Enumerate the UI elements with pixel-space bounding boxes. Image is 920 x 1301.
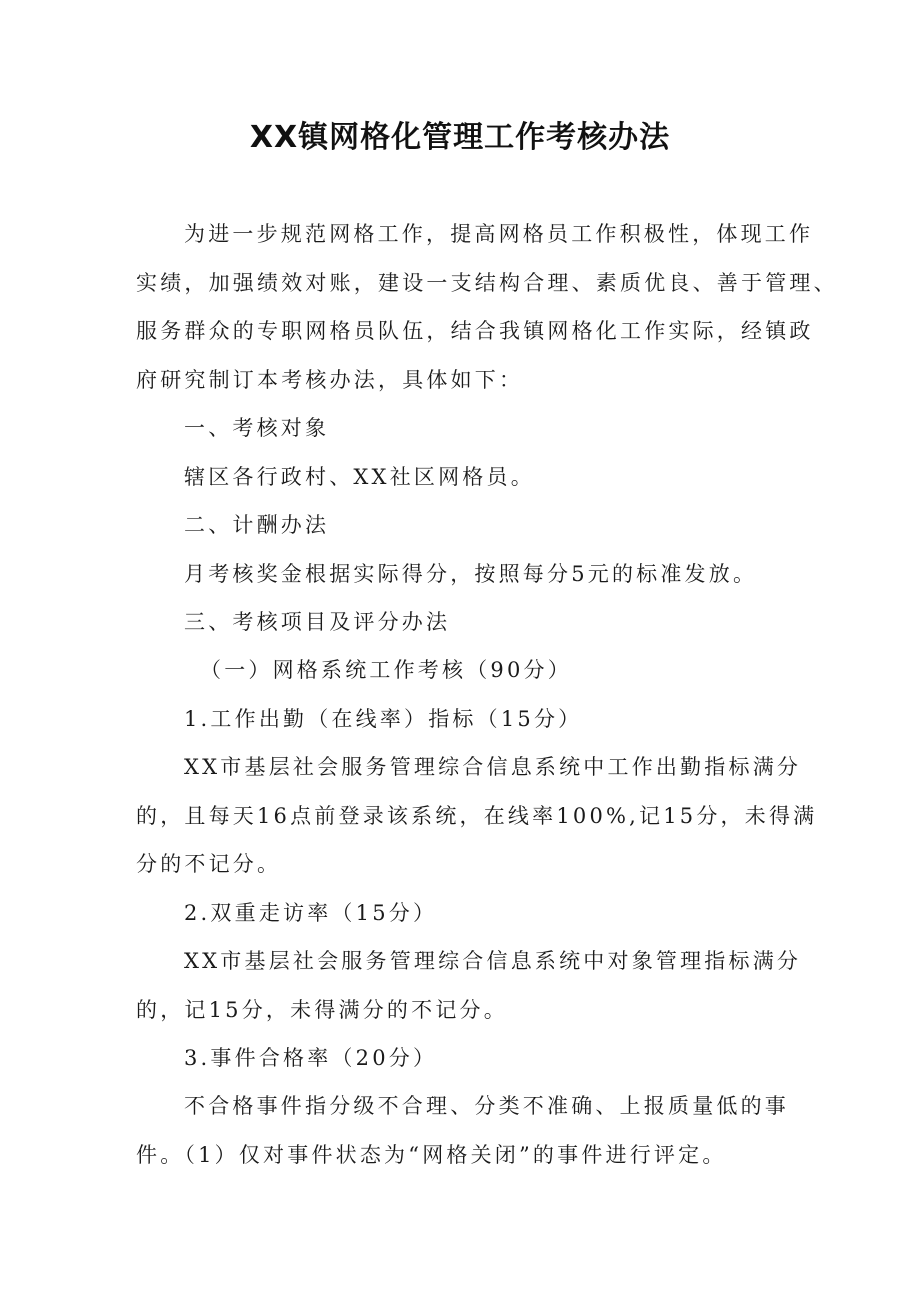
double-visit-text-line-2: 的，记15分，未得满分的不记分。	[136, 998, 508, 1022]
section-heading-assessment-target: 一、考核对象	[184, 416, 330, 440]
section-heading-remuneration: 二、计酬办法	[184, 513, 330, 537]
item-heading-attendance: 1.工作出勤（在线率）指标（15分）	[184, 707, 583, 731]
subsection-heading-grid-system: （一）网格系统工作考核（90分）	[200, 658, 572, 682]
section-heading-assessment-items: 三、考核项目及评分办法	[184, 610, 451, 634]
item-heading-double-visit: 2.双重走访率（15分）	[184, 901, 438, 925]
event-qualification-text-line-1: 不合格事件指分级不合理、分类不准确、上报质量低的事	[184, 1094, 789, 1118]
document-title: XX镇网格化管理工作考核办法	[249, 120, 671, 155]
remuneration-text: 月考核奖金根据实际得分，按照每分5元的标准发放。	[184, 562, 758, 586]
intro-paragraph-line-2: 实绩，加强绩效对账，建设一支结构合理、素质优良、善于管理、	[136, 271, 838, 295]
attendance-text-line-1: XX市基层社会服务管理综合信息系统中工作出勤指标满分	[184, 755, 802, 779]
assessment-target-text: 辖区各行政村、XX社区网格员。	[184, 465, 535, 489]
attendance-text-line-2: 的，且每天16点前登录该系统，在线率100%,记15分，未得满	[136, 804, 818, 828]
intro-paragraph-line-4: 府研究制订本考核办法，具体如下：	[136, 368, 524, 392]
item-heading-event-qualification: 3.事件合格率（20分）	[184, 1046, 438, 1070]
event-qualification-text-line-2: 件。（1）仅对事件状态为“网格关闭”的事件进行评定。	[136, 1143, 727, 1167]
attendance-text-line-3: 分的不记分。	[136, 852, 282, 876]
double-visit-text-line-1: XX市基层社会服务管理综合信息系统中对象管理指标满分	[184, 949, 802, 973]
intro-paragraph-line-3: 服务群众的专职网格员队伍，结合我镇网格化工作实际，经镇政	[136, 319, 814, 343]
intro-paragraph-line-1: 为进一步规范网格工作，提高网格员工作积极性，体现工作	[184, 222, 814, 246]
